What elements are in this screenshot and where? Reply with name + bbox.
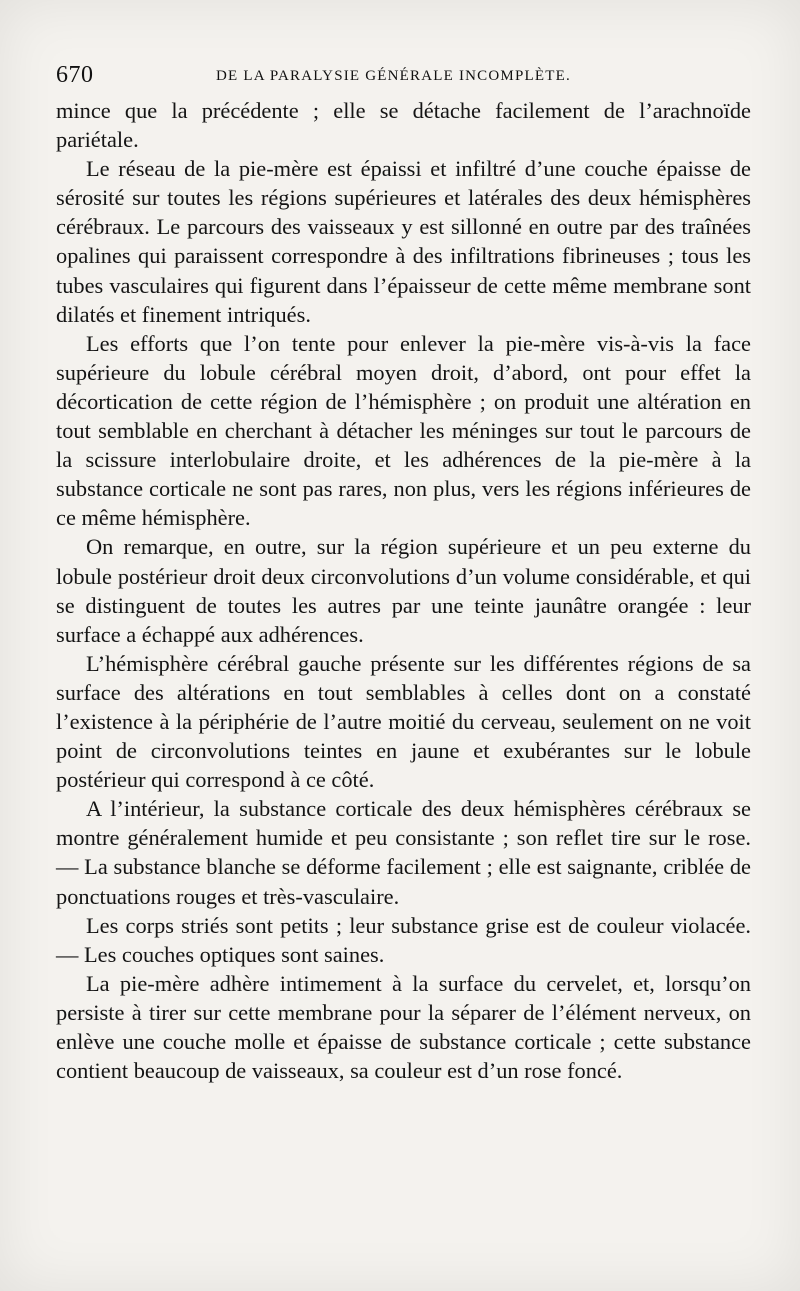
running-head [56,62,756,90]
paragraph: La pie-mère adhère intimement à la surface du cervelet, et, lorsqu’on persiste à tirer sur cette membrane pour la séparer de l’élément nerveux, on enlève une couche molle et épaisse de substance corticale ; cette substance contient beaucoup de vaisseaux, sa couleur est d’un rose foncé. [56,970,751,1084]
paragraph: Le réseau de la pie-mère est épaissi et infiltré d’une couche épaisse de sérosité sur toutes les régions supérieures et latérales des deux hémisphères cérébraux. Le parcours des vaisseaux y est sillonné en outre par des traînées opalines qui paraissent correspondre à des infiltrations fibrineuses ; tous les tubes vasculaires qui figurent dans l’épaisseur de cette même membrane sont dilatés et finement intriqués. [56,156,751,327]
paragraph: L’hémisphère cérébral gauche présente sur les différentes régions de sa surface des altérations en tout semblables à celles dont on a constaté l’existence à la périphérie de l’autre moitié du cerveau, seulement on ne voit point de circonvolutions teintes en jaune et exubérantes sur le lobule postérieur qui correspond à ce côté. [56,650,751,793]
paragraph-continued: mince que la précédente ; elle se détache facilement de l’arachnoïde pariétale. [56,98,751,153]
paragraph: A l’intérieur, la substance corticale des deux hémisphères cérébraux se montre généralement humide et peu consistante ; son reflet tire sur le rose. — La substance blanche se déforme facilement ; elle est saignante, criblée de ponctuations rouges et très-vasculaire. [56,796,751,909]
page-number: 670 [56,62,94,88]
running-title: DE LA PARALYSIE GÉNÉRALE INCOMPLÈTE. [216,68,571,84]
body-text [56,96,751,1085]
paragraph: Les corps striés sont petits ; leur substance grise est de couleur violacée. — Les couches optiques sont saines. [56,912,751,967]
paragraph: On remarque, en outre, sur la région supérieure et un peu externe du lobule postérieur droit deux circonvolutions d’un volume considérable, et qui se distinguent de toutes les autres par une teinte jaunâtre orangée : leur surface a échappé aux adhérences. [56,534,751,647]
paragraph: Les efforts que l’on tente pour enlever la pie-mère vis-à-vis la face supérieure du lobule cérébral moyen droit, d’abord, ont pour effet la décortication de cette région de l’hémisphère ; on produit une altération en tout semblable en cherchant à détacher les méninges sur tout le parcours de la scissure interlobulaire droite, et les adhérences de la pie-mère à la substance corticale ne sont pas rares, non plus, vers les régions inférieures de ce même hémisphère. [56,330,751,531]
